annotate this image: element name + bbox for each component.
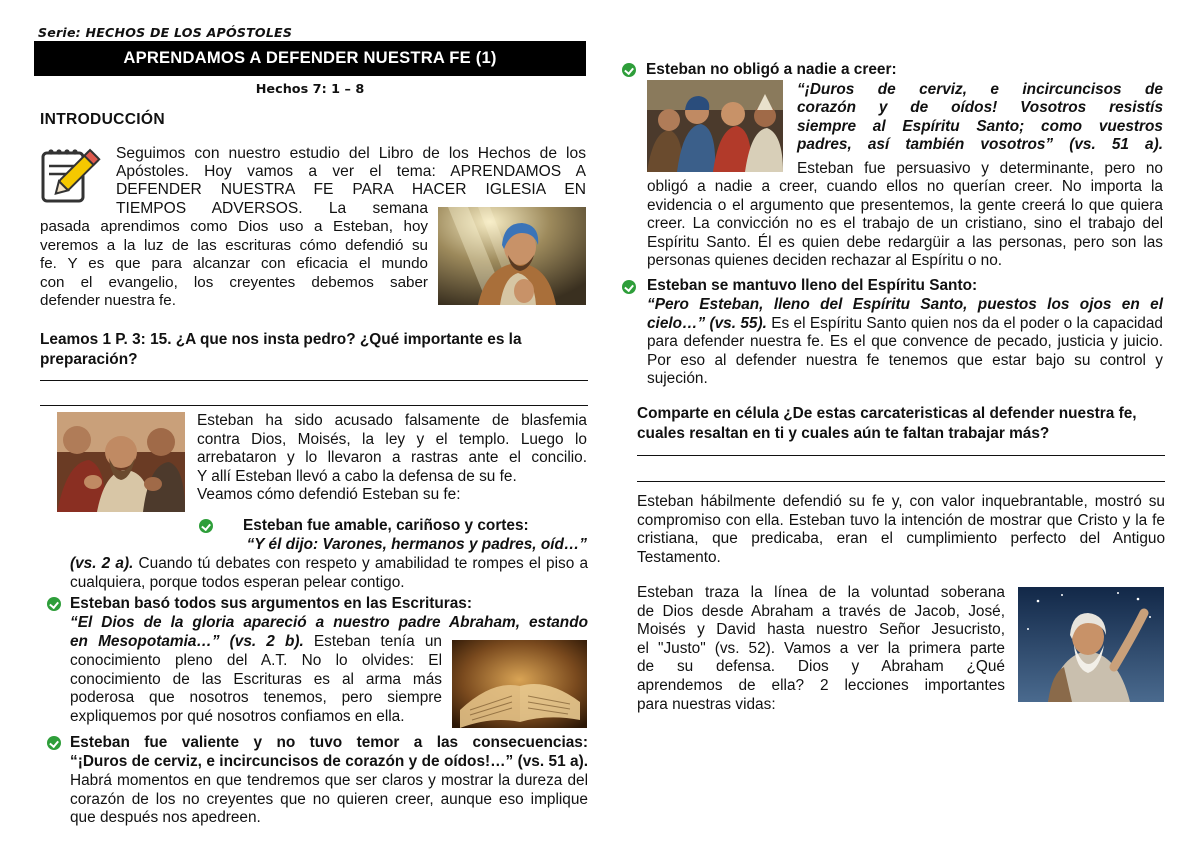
intro-line: Apóstoles. Hoy vamos a ver el tema: APRENDAMOS A — [116, 163, 586, 181]
point-body-text: Cuando tú debates con respeto y amabilidad te rompes el piso a cualquiera, porque todos esperan pelear contigo. — [70, 555, 589, 591]
point-ref: (vs. 2 a). — [70, 555, 134, 572]
point-body-line: poderosa que nosotros tenemos, pero siempre — [70, 689, 442, 706]
answer-line — [40, 405, 588, 406]
point-quote-line: padres, así también vosotros” (vs. 51 a). — [797, 136, 1163, 154]
point-heading — [70, 734, 588, 752]
point-body — [647, 296, 1163, 389]
notepad-pencil-icon — [38, 142, 102, 206]
point-body-line: Esteban fue persuasivo y determinante, pero no — [797, 160, 1163, 177]
point-quote-line: corazón y de oídos! Vosotros resistís — [797, 99, 1163, 117]
point-heading: Esteban no obligó a nadie a creer: — [646, 61, 897, 78]
point-quote-line: “¡Duros de cerviz, e incircuncisos de — [797, 81, 1163, 98]
point-body-line: expliquemos por qué nosotros confiamos en ella. — [70, 707, 405, 725]
share-question: Comparte en célula ¿De estas carcateristicas al defender nuestra fe, cuales resaltan en ti y cuales aún te faltan trabajar más? — [637, 405, 1137, 442]
accused-line: Esteban ha sido acusado falsamente de blasfemia — [197, 412, 587, 429]
closing-paragraph-2 — [637, 584, 1005, 714]
intro-heading: INTRODUCCIÓN — [40, 111, 165, 128]
stephen-accused-illustration — [57, 412, 185, 512]
closing-paragraph: Esteban hábilmente defendió su fe y, con valor inquebrantable, mostró su compromiso con ella. Esteban tuvo la intención de mostrar que Cristo y la fe cristiana, que predicaba, eran el cumplimiento perfecto del Antiguo Testamento. — [637, 493, 1165, 566]
intro-line: defender nuestra fe. — [40, 292, 176, 310]
point-quote — [197, 536, 587, 554]
point-body — [70, 652, 442, 726]
accused-paragraph — [197, 412, 587, 505]
open-bible-illustration — [452, 640, 587, 728]
point-quote-text: “Pero Esteban, lleno del Espíritu Santo, puestos los ojos en el cielo…” (vs. 55). — [647, 296, 1163, 332]
intro-line: TIEMPOS ADVERSOS. La semana — [116, 199, 428, 217]
point-quote-text: “El Dios de la gloria apareció a nuestro padre Abraham, estando — [70, 614, 588, 631]
abraham-illustration — [1018, 587, 1164, 702]
check-circle-icon — [47, 736, 61, 750]
point-body-line: conocimiento pleno del A.T. No lo olvides: El — [70, 652, 442, 669]
answer-line — [637, 455, 1165, 456]
intro-line: DEFENDER NUESTRA FE PARA HACER IGLESIA EN — [116, 181, 586, 199]
accused-line: contra Dios, Moisés, la ley y el templo. Luego lo — [197, 430, 587, 448]
check-circle-icon — [622, 63, 636, 77]
scripture-reference: Hechos 7: 1 – 8 — [255, 82, 365, 97]
point-body-text: Habrá momentos en que tendremos que ser claros y mostrar la dureza del corazón de los no creyentes que no quieren creer, aunque eso implique que después nos apedreen. — [70, 771, 588, 827]
point-heading: Esteban basó todos sus argumentos en las Escrituras: — [70, 595, 472, 612]
check-circle-icon — [622, 280, 636, 294]
point-quote-line — [70, 633, 442, 651]
point-heading: Esteban se mantuvo lleno del Espíritu Santo: — [647, 277, 978, 294]
intro-paragraph-bottom — [40, 218, 428, 311]
lesson-title: APRENDAMOS A DEFENDER NUESTRA FE (1) — [123, 48, 497, 68]
intro-line: Seguimos con nuestro estudio del Libro de los Hechos de los — [116, 145, 586, 162]
stephen-praying-illustration — [438, 207, 586, 305]
closing-line: aprendemos de ella? 2 lecciones importantes — [637, 676, 1005, 694]
intro-line: pasada aprendimos como Dios uso a Esteban, hoy — [40, 218, 428, 235]
closing-line: Moisés y David hasta nuestro Señor Jesucristo, — [637, 621, 1005, 639]
point-body-text: Esteban tenía un — [313, 633, 442, 650]
stephen-before-council-illustration — [647, 80, 783, 172]
closing-line: de su defensa. Dios y Abraham ¿Qué — [637, 658, 1005, 676]
point-body-text: Es el Espíritu Santo quien nos da el poder o la capacidad para defender nuestra fe. Es el que convence de pecado, justicia y juicio. Por eso al defender nuestra fe tenemos que estar bajo su control y sujeción. — [647, 314, 1163, 388]
answer-line — [40, 380, 588, 381]
point-body — [70, 555, 588, 592]
accused-line: Y allí Esteban llevó a cabo la defensa de su fe. — [197, 467, 517, 485]
closing-line: de Dios desde Abraham a través de Jacob, José, — [637, 602, 1005, 620]
intro-question: Leamos 1 P. 3: 15. ¿A que nos insta pedro? ¿Qué importante es la preparación? — [40, 331, 522, 368]
point-quote-line — [70, 614, 588, 632]
point-quote-text: “¡Duros de cerviz, e incircuncisos de corazón y de oídos!…” (vs. 51 a). — [70, 753, 588, 770]
intro-line: fe. Y es que para alcanzar con eficacia el mundo — [40, 255, 428, 273]
accused-line: Veamos cómo defendió Esteban su fe: — [197, 486, 461, 503]
intro-line: veremos a la luz de las escrituras cómo defendió su — [40, 236, 428, 254]
point-body: obligó a nadie a creer, cuando ellos no querían creer. No importa la evidencia o el argumento que presentemos, la gente creerá lo que quiera creer. La convicción no es el trabajo de un cristiano, sino el trabajo del Espíritu Santo. Él es quien debe redargüir a las personas, pero son las personas quienes deciden rechazar al Espíritu o no. — [647, 178, 1163, 270]
series-label: Serie: HECHOS DE LOS APÓSTOLES — [38, 25, 293, 40]
closing-line: Esteban traza la línea de la voluntad soberana — [637, 584, 1005, 601]
closing-line: el "Justo" (vs. 52). Vamos a ver la primera parte — [637, 639, 1005, 657]
check-circle-icon — [199, 519, 213, 533]
point-quote-text: “Y él dijo: Varones, hermanos y padres, oíd…” — [246, 536, 587, 553]
point-body — [70, 753, 588, 828]
check-circle-icon — [47, 597, 61, 611]
lesson-title-banner — [34, 41, 586, 76]
point-quote-line: siempre al Espíritu Santo; como vuestros — [797, 117, 1163, 135]
point-quote-text: en Mesopotamia…” (vs. 2 b). — [70, 633, 304, 650]
point-quote — [797, 81, 1163, 155]
accused-line: arrebataron y lo llevaron a rastras ante el concilio. — [197, 449, 587, 466]
point-body-line: conocimiento de las Escrituras es al arma más — [70, 670, 442, 688]
answer-line — [637, 481, 1165, 482]
point-heading: Esteban fue amable, cariñoso y cortes: — [243, 517, 529, 534]
intro-line: con el evangelio, los creyentes debemos saber — [40, 273, 428, 291]
point-heading-text: Esteban fue valiente y no tuvo temor a las consecuencias: — [70, 734, 588, 751]
closing-line: para nuestras vidas: — [637, 695, 776, 713]
